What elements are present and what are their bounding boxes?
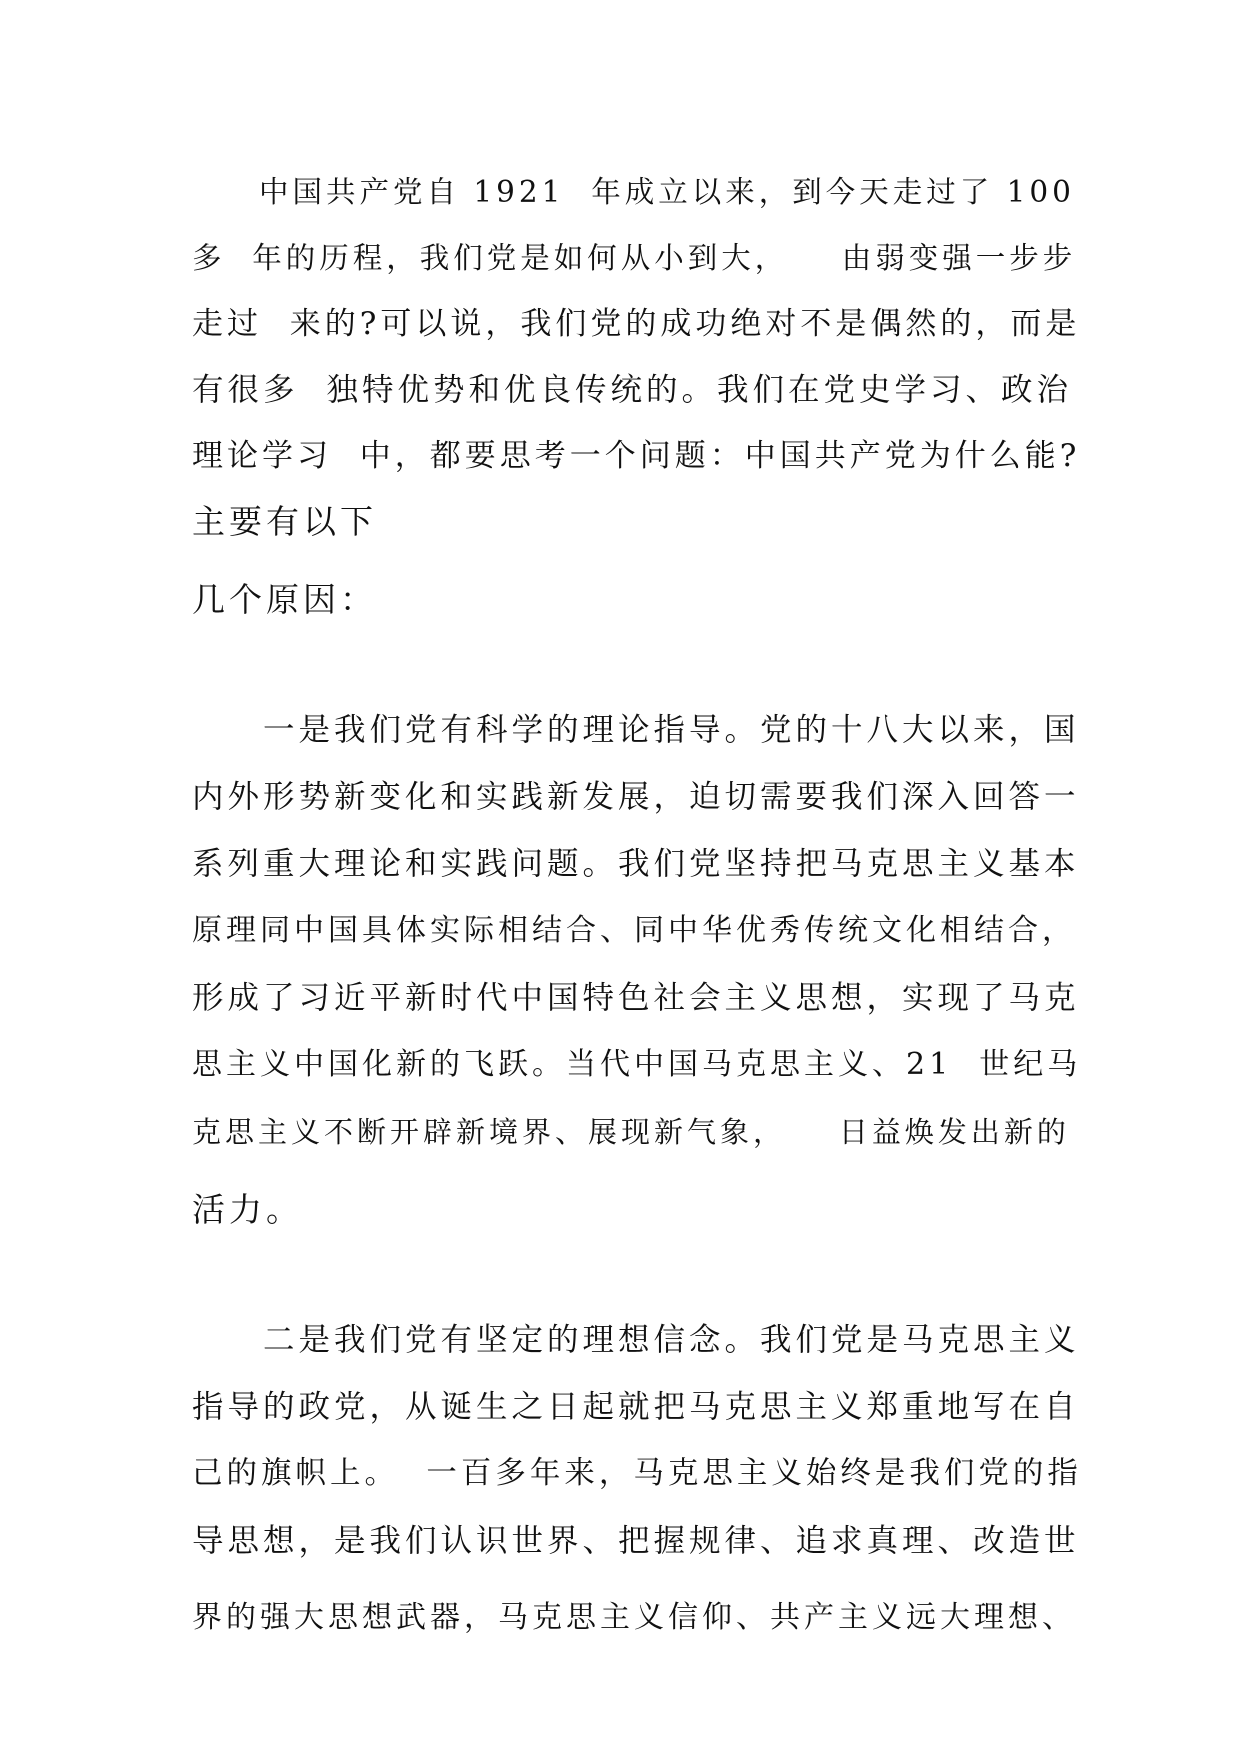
paragraph-3-line-2: 指导的政党，从诞生之日起就把马克思主义郑重地写在自 xyxy=(192,1389,1080,1425)
paragraph-3-line-1: 二是我们党有坚定的理想信念。我们党是马克思主义 xyxy=(192,1322,1080,1358)
paragraph-2-line-8: 活力。 xyxy=(192,1190,303,1229)
paragraph-3-line-3: 己的旗帜上。 一百多年来，马克思主义始终是我们党的指 xyxy=(192,1456,1082,1491)
paragraph-3-line-5: 界的强大思想武器，马克思主义信仰、共产主义远大理想、 xyxy=(192,1600,1076,1635)
paragraph-2-line-7: 克思主义不断开辟新境界、展现新气象， 日益焕发出新的 xyxy=(192,1115,1070,1149)
paragraph-1-line-5: 理论学习 中，都要思考一个问题：中国共产党为什么能? xyxy=(192,438,1081,474)
paragraph-2-line-3: 系列重大理论和实践问题。我们党坚持把马克思主义基本 xyxy=(192,846,1080,882)
paragraph-2-line-2: 内外形势新变化和实践新发展，迫切需要我们深入回答一 xyxy=(192,779,1080,815)
paragraph-1-line-1: 中国共产党自 1921 年成立以来，到今天走过了 100 xyxy=(192,175,1075,209)
paragraph-3-line-4: 导思想，是我们认识世界、把握规律、追求真理、改造世 xyxy=(192,1523,1080,1559)
paragraph-2-line-4: 原理同中国具体实际相结合、同中华优秀传统文化相结合， xyxy=(192,913,1076,948)
paragraph-1-line-3: 走过 来的?可以说，我们党的成功绝对不是偶然的，而是 xyxy=(192,306,1081,342)
paragraph-2-line-5: 形成了习近平新时代中国特色社会主义思想，实现了马克 xyxy=(192,980,1080,1016)
paragraph-2-line-1: 一是我们党有科学的理论指导。党的十八大以来，国 xyxy=(192,712,1080,748)
paragraph-1-line-2: 多 年的历程，我们党是如何从小到大， 由弱变强一步步 xyxy=(192,241,1077,275)
paragraph-2-line-6: 思主义中国化新的飞跃。当代中国马克思主义、21 世纪马 xyxy=(192,1047,1082,1082)
paragraph-1-line-7: 几个原因： xyxy=(192,580,377,619)
paragraph-1-line-6: 主要有以下 xyxy=(192,502,377,541)
paragraph-1-line-4: 有很多 独特优势和优良传统的。我们在党史学习、政治 xyxy=(192,372,1073,408)
